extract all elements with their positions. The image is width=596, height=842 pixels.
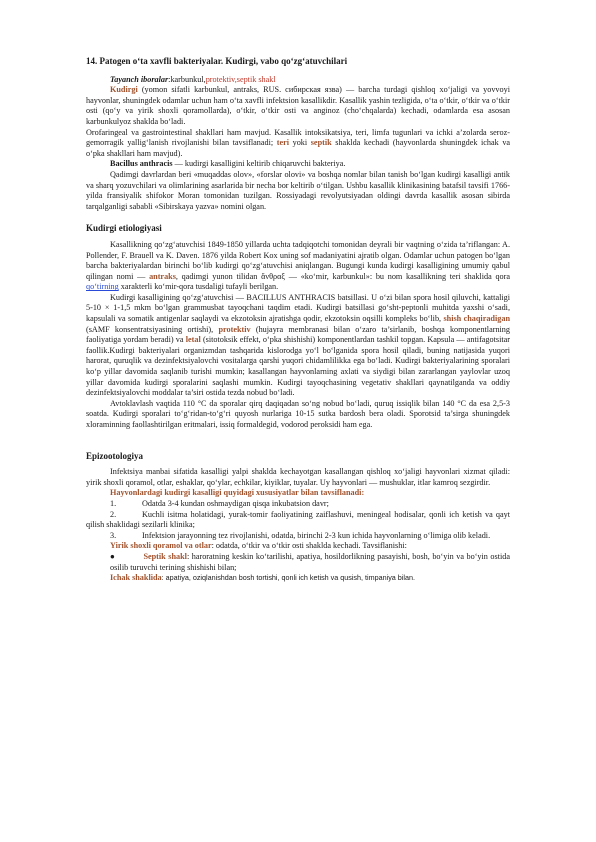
- paragraph-etiology-3: Avtoklavlash vaqtida 110 °C da sporalar qirq daqiqadan so‘ng nobud bo‘ladi, quruq issiqlik bilan 140 °C da esa 2,5-3 soatda. Kudirgi sporalari to‘g‘ridan-to‘g‘ri quyosh nurlariga 10-15 sutka bardosh bera oladi. Sporotsid ta’sirga shuningdek xloraminning faollashtirilgan eritmalari, issiq formaldegid, vodorod peroksidi ham ega.: [86, 398, 510, 429]
- term-ichak: Ichak shaklida: [110, 573, 162, 583]
- term-bacillus: Bacillus anthracis: [110, 159, 173, 169]
- paragraph-intestinal: Ichak shaklida: apatiya, oziqlanishdan bosh tortishi, qonli ich ketish va qusish, timpaniya bilan.: [110, 573, 415, 583]
- key-terms: Tayanch iboralar:karbunkul,protektiv,septik shakl: [110, 74, 276, 84]
- term-cattle: Yirik shoxli qoramol va otlar: [110, 541, 212, 551]
- paragraph-etiology-2: Kudirgi kasalligining qo‘zg‘atuvchisi — BACILLUS ANTHRACIS batsillasi. U o‘zi bilan spora hosil qiluvchi, kattaligi 5-10 × 1-1,5 mkm bo‘lgan grammusbat tayoqchani taqdim etadi. Kudirgi batsillasi go‘sht-peptonli muhitda yaxshi o‘sadi, kapsulali va somatik antigenlar saqlaydi va ekzotoksin ajratishga qodir, ekzotoksin oqsilli kompleks bo‘lib, shish chaqiradigan (sAMF konsentratsiyasining ortishi), protektiv (hujayra membranasi bilan o‘zaro ta’sirlanib, boshqa komponentlarning faoliyatiga yordam beradi) va letal (sitotoksik effekt, o‘pka shishishi) komponentlardan tashkil topgan. Kapsula — antifagotsitar faollik.Kudirgi bakteriyalari organizmdan tashqarida kislorodga yo‘l bo‘lganida spora hosil qiladi, buning natijasida yuqori harorat, quruqlik va dezinfektsiyalovchi vositalarga qarshi yuqori chidamlilikka ega bo‘ladi. Kudirgi bakteriyalarining sporalari ko‘p yillar davomida saqlanib turishi mumkin; kasallangan hayvonlarning axlati va siydigi bilan zararlangan yaylovlar uzoq yillar davomida kudirgi sporalarini saqlashi mumkin. Kudirgi tayoqchasining vegetativ shakllari qaynatilganda va oddiy dezinfektsiyalovchi moddalar ta’siri ostida tezda nobud bo‘ladi.: [86, 292, 510, 398]
- paragraph-cattle: Yirik shoxli qoramol va otlar: odatda, o‘tkir va o‘tkir osti shaklda kechadi. Tavsiflanishi:: [110, 541, 407, 551]
- term-teri: teri: [276, 138, 289, 148]
- paragraph-history: Qadimgi davrlardan beri «muqaddas olov», «forslar olovi» va boshqa nomlar bilan tanish bo‘lgan kudirgi kasalligi antik va sharq yozuvchilari va olimlarining asarlarida bir necha bor keltirib o‘tilgan. Ushbu kasallik klinikasining batafsil tavsifi 1766-yilda fransiyalik shifokor Moran tomonidan tuzilgan. Rossiyadagi revolyutsiyadan oldingi davrda kasallik asosan sibirda tarqalganligi sababli «Sibirskaya yazva» nomini olgan.: [86, 169, 510, 211]
- term-letal: letal: [185, 335, 201, 345]
- bullet-icon: ●: [110, 551, 116, 561]
- paragraph-bacillus: Bacillus anthracis — kudirgi kasalligini keltirib chiqaruvchi bakteriya.: [110, 159, 346, 169]
- key-term: karbunkul,: [170, 74, 206, 84]
- key-terms-label: Tayanch iboralar: [110, 74, 169, 84]
- term-septik-shakl: Septik shakl: [143, 551, 187, 561]
- paragraph-epizootology: Infektsiya manbai sifatida kasalligi yalpi shaklda kechayotgan kasallangan qishloq xo‘jaligi hayvonlari xizmat qiladi: yirik shoxli qoramol, otlar, eshaklar, qo‘ylar, echkilar, kiyiklar, tuyalar. Uy hayvonlari — mushuklar, itlar kamroq sezgirdir.: [86, 467, 510, 487]
- heading-epizootology: Epizootologiya: [86, 450, 144, 461]
- bullet-item: ● Septik shakl: haroratning keskin ko‘tarilishi, apatiya, hosildorlikning pasayishi, bosh, bo‘yin va bo‘yin ostida osilib turuvchi terining shishishi bilan;: [110, 551, 510, 572]
- paragraph-intro: Kudirgi (yomon sifatli karbunkul, antraks, RUS. сибирская язва) — barcha turdagi qishloq xo‘jaligi va yovvoyi hayvonlar, shuningdek odamlar uchun ham o‘ta xavfli infektsion kasallikdir. Kasallik yashin tezligida, o‘ta o‘tkir, o‘tkir va o‘tkir osti (qo‘y va yirik shoxli qoramollarda), o‘tkir, o‘tkir osti va anginoz (cho‘chqalarda) kechadi, odamlarda esa asosan karbunkulyoz shaklda bo‘ladi.: [86, 85, 510, 126]
- key-term: protektiv,septik shakl: [205, 74, 276, 84]
- term-kudirgi: Kudirgi: [110, 85, 138, 95]
- list-item: 3. Infektsion jarayonning tez rivojlanishi, odatda, birinchi 2-3 kun ichida hayvonlarning o‘limiga olib keladi.: [110, 530, 491, 540]
- heading-etiology: Kudirgi etiologiyasi: [86, 223, 162, 234]
- link-qotir[interactable]: qo‘tirning: [86, 282, 119, 292]
- term-antraks: antraks: [149, 271, 176, 281]
- list-item: 1. Odatda 3-4 kundan oshmaydigan qisqa inkubatsion davr;: [110, 498, 329, 508]
- paragraph-forms: Orofaringeal va gastrointestinal shakllari ham mavjud. Kasallik intoksikatsiya, teri, limfa tugunlari va ichki a’zolarda seroz-gemorragik yallig‘lanish rivojlanishi bilan tavsiflanadi; teri yoki septik shaklda kechadi (hayvonlarda shuningdek ichak va o‘pka shakllari ham mavjud).: [86, 127, 511, 158]
- list-item: 2. Kuchli isitma holatidagi, yurak-tomir faoliyatining zaiflashuvi, meningeal hodisalar, qonli ich ketish va qayt qilish shaklidagi sezilarli klinika;: [86, 509, 510, 530]
- paragraph-etiology-1: Kasallikning qo‘zg‘atuvchisi 1849-1850 yillarda uchta tadqiqotchi tomonidan deyrali bir vaqtning o‘zida ta’riflangan: A. Pollender, F. Brauell va K. Daven. 1876 yilda Robert Kox uning sof madaniyatini ajratib olgan. Odamlar uchun patogen bo‘lgan barcha bakteriyalardan birinchi bo‘lib kudirgi qo‘zg‘atuvchisi aniqlangan. Bugungi kunda kudirgi kasalligining umumiy qabul qilingan nomi — antraks, qadimgi yunon tilidan ἄνθραξ — «ko‘mir, karbunkul»: bu nom kasallikning teri shaklida qora qo‘tirning xarakterli ko‘mir-qora tusdaligi tufayli berilgan.: [86, 239, 510, 292]
- term-protektiv: protektiv: [218, 324, 251, 334]
- page-title: 14. Patogen o‘ta xavfli bakteriyalar. Kudirgi, vabo qo‘zg‘atuvchilari: [86, 56, 348, 66]
- list-heading: Hayvonlardagi kudirgi kasalligi quyidagi xususiyatlar bilan tavsiflanadi:: [110, 488, 365, 498]
- term-septik: septik: [310, 138, 332, 148]
- term-shish: shish chaqiradigan: [443, 314, 510, 324]
